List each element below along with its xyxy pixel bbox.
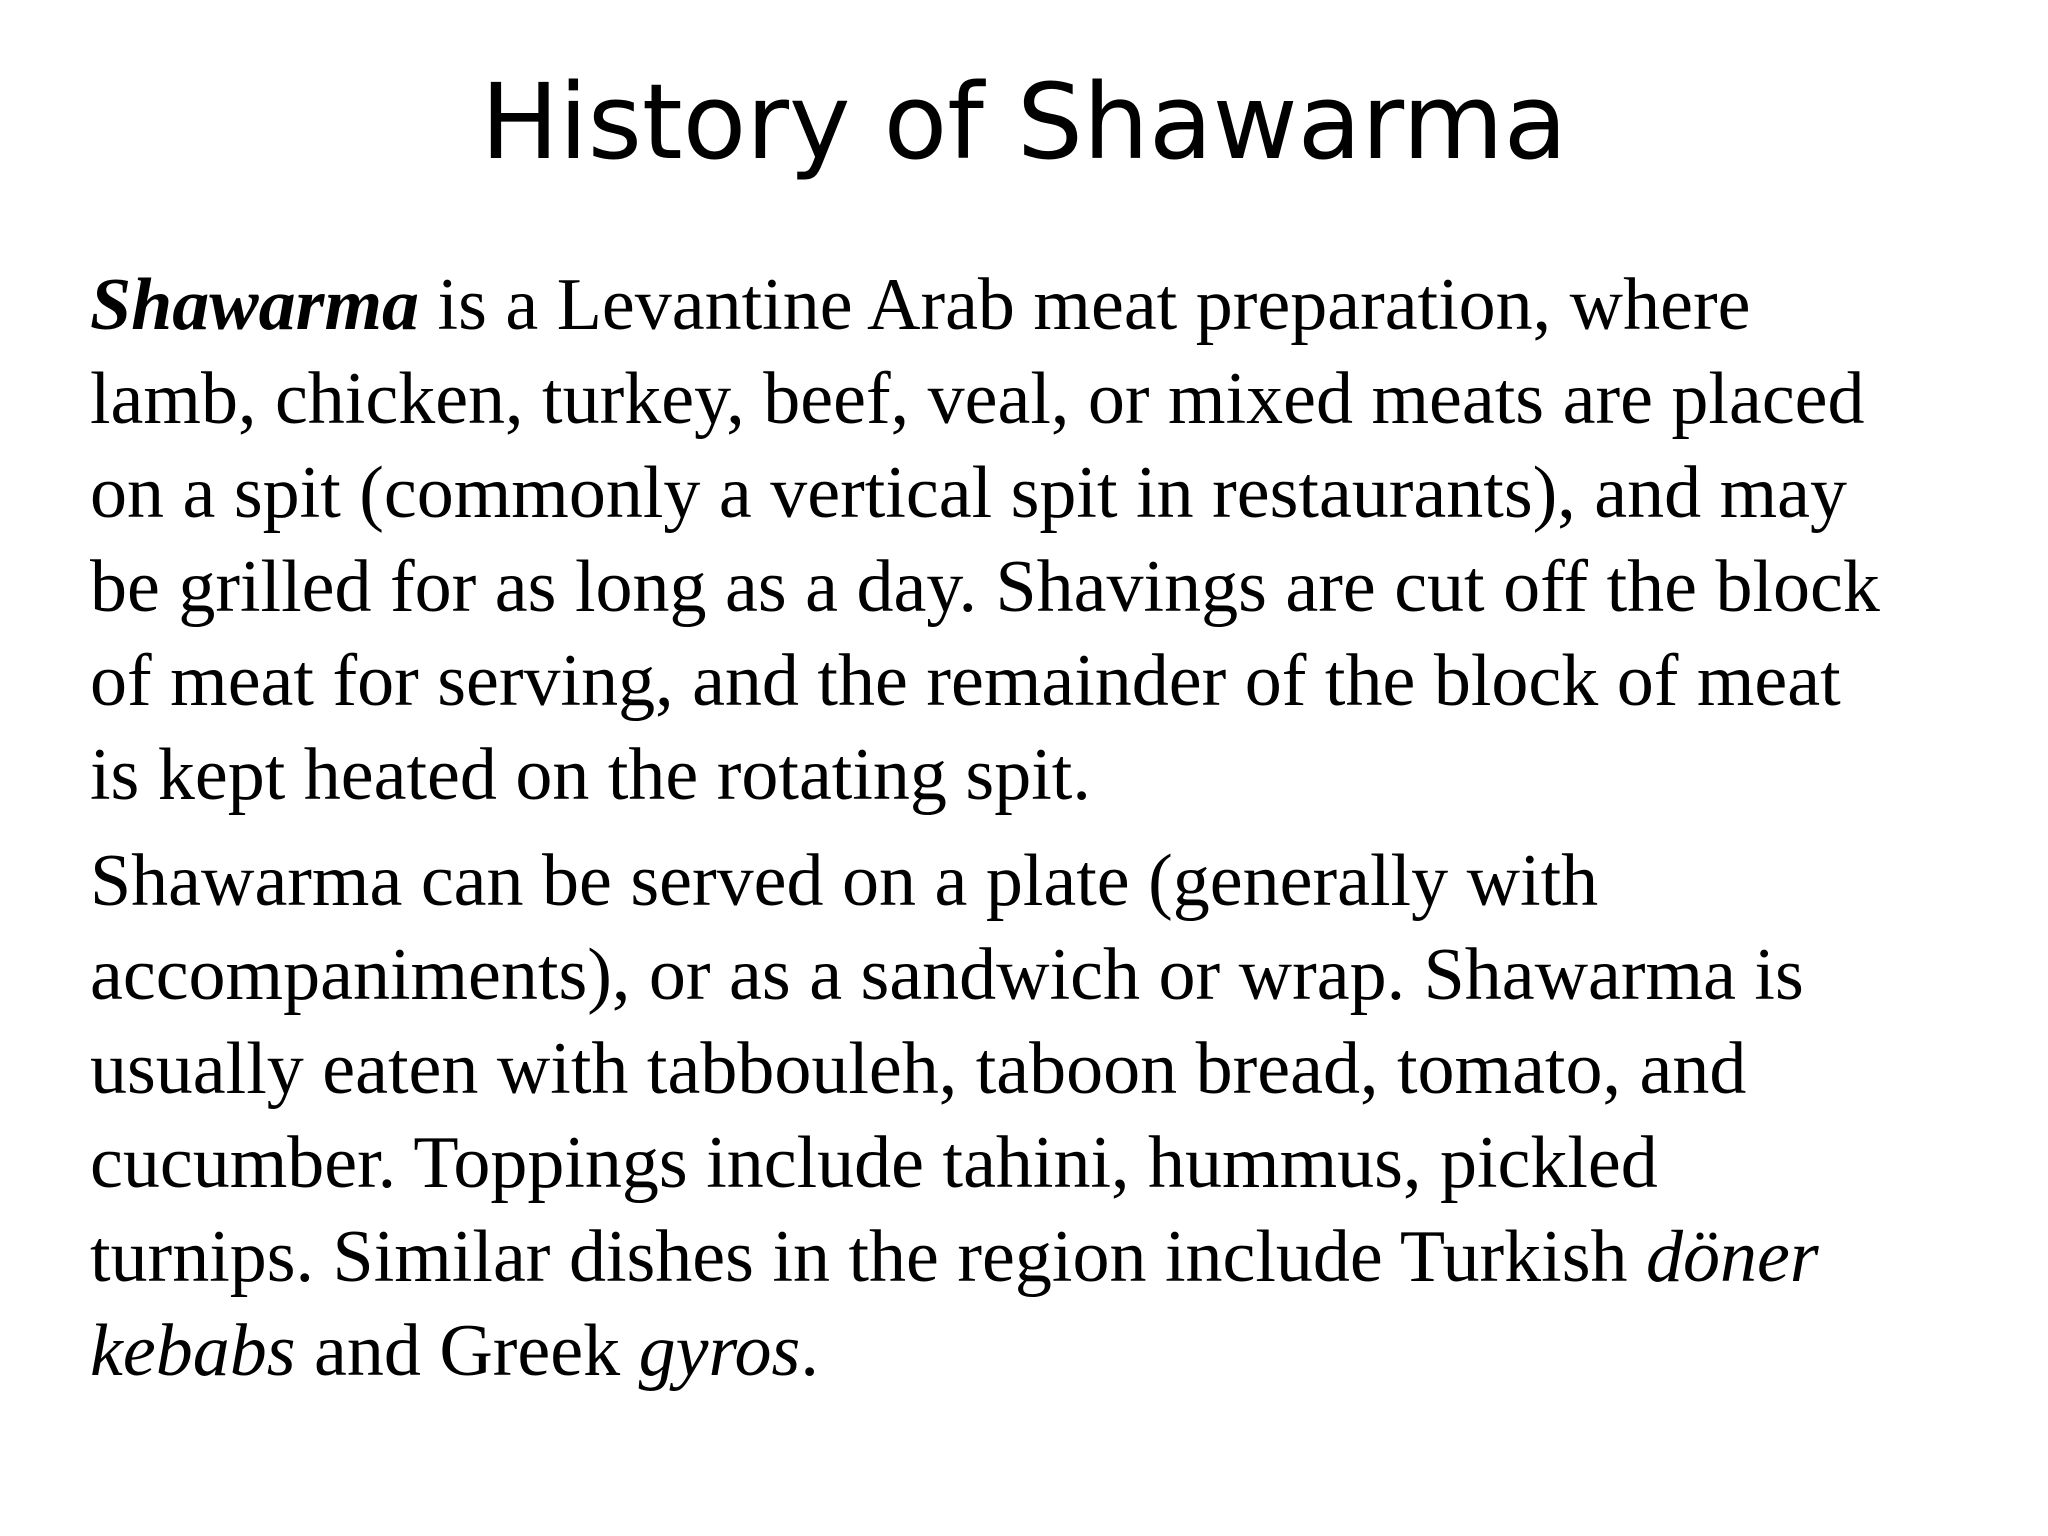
- term-doner: döner: [1646, 1216, 1819, 1298]
- paragraph-serving: [90, 834, 2020, 1398]
- line-text: turnips. Similar dishes in the region include Turkish: [90, 1216, 1647, 1298]
- term-kebabs: kebabs: [90, 1310, 296, 1392]
- text-line: is kept heated on the rotating spit.: [90, 734, 1091, 816]
- line-text: and Greek: [295, 1310, 639, 1392]
- text-line: accompaniments), or as a sandwich or wrap. Shawarma is: [90, 934, 1804, 1016]
- paragraph-definition: [90, 258, 2020, 822]
- text-line: be grilled for as long as a day. Shavings are cut off the block: [90, 546, 1880, 628]
- line-text: is a Levantine Arab meat preparation, where: [419, 264, 1751, 346]
- text-line: cucumber. Toppings include tahini, hummus, pickled: [90, 1122, 1658, 1204]
- text-line: on a spit (commonly a vertical spit in restaurants), and may: [90, 452, 1848, 534]
- text-line: [90, 1304, 2020, 1398]
- text-line: [90, 258, 2020, 352]
- text-line: of meat for serving, and the remainder of the block of meat: [90, 640, 1841, 722]
- term-gyros: gyros: [638, 1310, 801, 1392]
- line-end: .: [800, 1310, 819, 1392]
- text-line: usually eaten with tabbouleh, taboon bread, tomato, and: [90, 1028, 1747, 1110]
- term-shawarma: Shawarma: [90, 264, 420, 346]
- text-line: lamb, chicken, turkey, beef, veal, or mixed meats are placed: [90, 358, 1865, 440]
- text-line: [90, 1210, 2020, 1304]
- slide-title: History of Shawarma: [480, 61, 1568, 183]
- text-line: Shawarma can be served on a plate (generally with: [90, 840, 1599, 922]
- slide-body: [90, 258, 2020, 1410]
